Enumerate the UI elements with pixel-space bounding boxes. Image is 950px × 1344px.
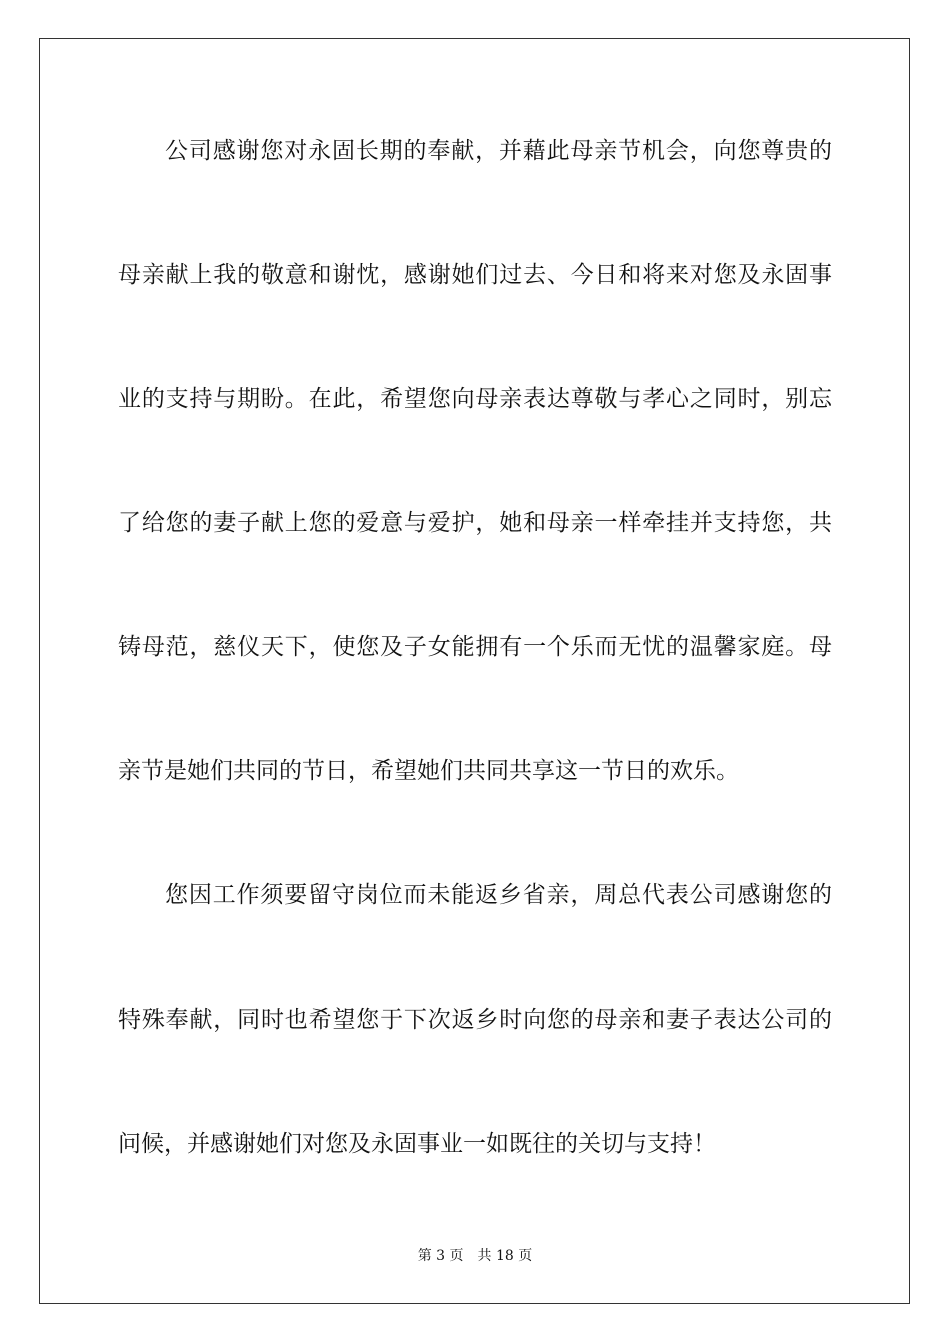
page-number: 第 3 页 (417, 1248, 464, 1264)
page-total: 共 18 页 (477, 1248, 533, 1264)
paragraph-line: 特殊奉献，同时也希望您于下次返乡时向您的母亲和妻子表达公司的 (118, 1007, 832, 1033)
paragraph-line: 问候，并感谢她们对您及永固事业一如既往的关切与支持！ (118, 1131, 716, 1157)
page-footer (0, 1246, 950, 1266)
paragraph-line: 母亲献上我的敬意和谢忱，感谢她们过去、今日和将来对您及永固事 (118, 262, 832, 288)
paragraph-line: 亲节是她们共同的节日，希望她们共同共享这一节日的欢乐。 (118, 758, 739, 784)
paragraph-line: 您因工作须要留守岗位而未能返乡省亲，周总代表公司感谢您的 (165, 882, 832, 908)
paragraph-line: 业的支持与期盼。在此，希望您向母亲表达尊敬与孝心之同时，别忘 (118, 386, 832, 412)
page-border (39, 38, 910, 1304)
paragraph-line: 公司感谢您对永固长期的奉献，并藉此母亲节机会，向您尊贵的 (165, 138, 832, 164)
paragraph-line: 了给您的妻子献上您的爱意与爱护，她和母亲一样牵挂并支持您，共 (118, 510, 832, 536)
paragraph-line: 铸母范，慈仪天下，使您及子女能拥有一个乐而无忧的温馨家庭。母 (118, 634, 832, 660)
